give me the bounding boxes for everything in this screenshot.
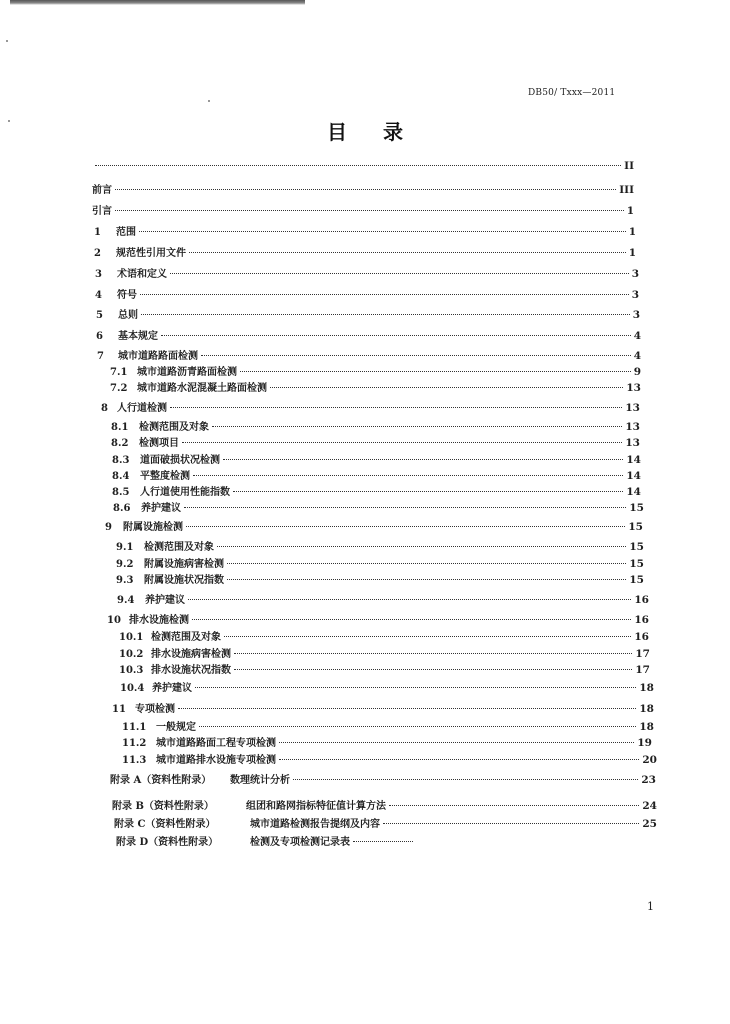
- toc-number: 8.1: [111, 422, 129, 433]
- toc-number: 10.3: [119, 665, 144, 676]
- toc-number: 7.1: [110, 367, 128, 378]
- toc-leader-dots: [234, 653, 632, 654]
- toc-page: II: [624, 160, 634, 172]
- toc-page: 1: [628, 226, 636, 238]
- toc-number: 4: [95, 290, 102, 301]
- toc-leader-dots: [270, 387, 623, 388]
- toc-leader-dots: [188, 599, 631, 600]
- toc-entry[interactable]: [105, 518, 643, 538]
- toc-leader-dots: [227, 579, 626, 580]
- toc-page: 3: [631, 268, 639, 280]
- toc-label: 排水设施病害检测: [151, 649, 231, 660]
- toc-number: 9: [105, 522, 112, 533]
- toc-page: III: [619, 184, 634, 196]
- scan-speck: [208, 100, 210, 102]
- toc-number: 1: [94, 227, 101, 238]
- toc-page: 13: [626, 382, 641, 394]
- toc-page: 15: [629, 574, 644, 586]
- toc-label: 城市道路沥青路面检测: [137, 367, 237, 378]
- toc-page: 18: [639, 721, 654, 733]
- toc-label: 范围: [116, 227, 136, 238]
- toc-leader-dots: [178, 708, 636, 709]
- toc-number: 8.3: [112, 455, 130, 466]
- toc-page: 14: [626, 454, 641, 466]
- scan-edge-artifact: [10, 0, 305, 5]
- toc-number: 9.2: [116, 559, 134, 570]
- toc-leader-dots: [279, 759, 639, 760]
- toc-number: 10: [107, 615, 121, 626]
- toc-number: 附录 D（资料性附录）: [116, 837, 219, 848]
- toc-label: 城市道路路面工程专项检测: [156, 738, 276, 749]
- toc-entry[interactable]: [92, 160, 634, 180]
- toc-leader-dots: [227, 563, 626, 564]
- toc-entry[interactable]: [101, 399, 640, 419]
- toc-leader-dots: [212, 426, 622, 427]
- toc-label: 符号: [117, 290, 137, 301]
- toc-number: 5: [96, 310, 103, 321]
- toc-label: 城市道路水泥混凝土路面检测: [137, 383, 267, 394]
- toc-number: 8.5: [112, 487, 130, 498]
- toc-leader-dots: [383, 823, 639, 824]
- page-title: [0, 116, 730, 145]
- toc-page: 3: [632, 309, 640, 321]
- toc-leader-dots: [95, 165, 621, 166]
- toc-leader-dots: [234, 669, 632, 670]
- toc-entry[interactable]: [116, 833, 416, 853]
- toc-leader-dots: [139, 231, 626, 232]
- toc-number: 9.3: [116, 575, 134, 586]
- toc-leader-dots: [115, 189, 616, 190]
- toc-number: 10.1: [119, 632, 144, 643]
- toc-page: 15: [629, 541, 644, 553]
- toc-leader-dots: [186, 526, 625, 527]
- toc-label: 养护建议: [152, 683, 192, 694]
- toc-entry[interactable]: [96, 306, 640, 326]
- toc-page: 20: [642, 754, 657, 766]
- toc-entry[interactable]: [110, 379, 641, 399]
- toc-entry[interactable]: [120, 679, 654, 699]
- toc-page: 15: [629, 502, 644, 514]
- toc-leader-dots: [182, 442, 622, 443]
- toc-page: 3: [631, 289, 639, 301]
- toc-label: 附属设施状况指数: [144, 575, 224, 586]
- toc-label: 组团和路网指标特征值计算方法: [246, 801, 386, 812]
- toc-label: 专项检测: [135, 704, 175, 715]
- title-char-1: 目: [327, 120, 347, 144]
- toc-number: 10.2: [119, 649, 144, 660]
- toc-page: 13: [625, 437, 640, 449]
- toc-number: 9.1: [116, 542, 134, 553]
- toc-leader-dots: [224, 636, 631, 637]
- toc-leader-dots: [233, 491, 623, 492]
- toc-page: 1: [626, 205, 634, 217]
- toc-leader-dots: [389, 805, 639, 806]
- toc-label: 检测范围及对象: [151, 632, 221, 643]
- toc-page: 17: [635, 664, 650, 676]
- toc-label: 总则: [118, 310, 138, 321]
- toc-leader-dots: [141, 314, 630, 315]
- toc-entry[interactable]: [95, 286, 639, 306]
- toc-leader-dots: [195, 687, 636, 688]
- toc-leader-dots: [279, 742, 634, 743]
- toc-entry[interactable]: [122, 751, 657, 771]
- toc-leader-dots: [240, 371, 631, 372]
- toc-label: 检测及专项检测记录表: [250, 837, 350, 848]
- toc-leader-dots: [161, 335, 631, 336]
- toc-page: 15: [628, 521, 643, 533]
- toc-leader-dots: [293, 779, 638, 780]
- toc-leader-dots: [115, 210, 624, 211]
- toc-number: 7.2: [110, 383, 128, 394]
- toc-number: 11.1: [122, 722, 147, 733]
- toc-entry[interactable]: [110, 771, 656, 791]
- toc-page: 9: [633, 366, 641, 378]
- title-char-2: 录: [383, 120, 403, 144]
- toc-label: 人行道使用性能指数: [140, 487, 230, 498]
- toc-number: 11.3: [122, 755, 147, 766]
- toc-label: 城市道路路面检测: [118, 351, 198, 362]
- toc-number: 10.4: [120, 683, 145, 694]
- toc-leader-dots: [170, 407, 622, 408]
- toc-entry[interactable]: [112, 797, 657, 817]
- toc-page: 1: [628, 247, 636, 259]
- toc-page: 25: [642, 818, 657, 830]
- toc-entry[interactable]: [92, 202, 634, 222]
- page-number: 1: [647, 900, 654, 913]
- toc-entry[interactable]: [117, 591, 649, 611]
- toc-page: 14: [626, 470, 641, 482]
- toc-number: 11: [112, 704, 126, 715]
- toc-number: 附录 C（资料性附录）: [114, 819, 216, 830]
- toc-label: 数理统计分析: [230, 775, 290, 786]
- toc-label: 平整度检测: [140, 471, 190, 482]
- toc-page: 13: [625, 421, 640, 433]
- toc-label: 养护建议: [145, 595, 185, 606]
- toc-number: 6: [96, 331, 103, 342]
- toc-leader-dots: [170, 273, 629, 274]
- toc-page: 4: [633, 350, 641, 362]
- document-code: DB50/ Txxx—2011: [528, 88, 616, 98]
- toc-page: 15: [629, 558, 644, 570]
- toc-label: 人行道检测: [117, 403, 167, 414]
- toc-label: 城市道路检测报告提纲及内容: [250, 819, 380, 830]
- toc-label: 检测范围及对象: [144, 542, 214, 553]
- toc-label: 基本规定: [118, 331, 158, 342]
- toc-entry[interactable]: [112, 700, 654, 720]
- toc-label: 术语和定义: [117, 269, 167, 280]
- toc-entry[interactable]: [119, 661, 650, 681]
- toc-page: 24: [642, 800, 657, 812]
- toc-page: 14: [626, 486, 641, 498]
- toc-label: 附属设施病害检测: [144, 559, 224, 570]
- toc-entry[interactable]: [114, 815, 657, 835]
- toc-leader-dots: [199, 726, 636, 727]
- toc-entry[interactable]: [95, 265, 639, 285]
- toc-number: 9.4: [117, 595, 135, 606]
- toc-page: 16: [634, 594, 649, 606]
- toc-number: 8.4: [112, 471, 130, 482]
- toc-number: 11.2: [122, 738, 147, 749]
- toc-page: 4: [633, 330, 641, 342]
- toc-number: 8.2: [111, 438, 129, 449]
- toc-leader-dots: [189, 252, 626, 253]
- toc-number: 7: [97, 351, 104, 362]
- toc-leader-dots: [193, 475, 623, 476]
- toc-label: 城市道路排水设施专项检测: [156, 755, 276, 766]
- toc-leader-dots: [184, 507, 626, 508]
- toc-label: 附属设施检测: [123, 522, 183, 533]
- toc-leader-dots: [217, 546, 626, 547]
- toc-number: 2: [94, 248, 101, 259]
- toc-label: 养护建议: [141, 503, 181, 514]
- toc-label: 一般规定: [156, 722, 196, 733]
- toc-page: 18: [639, 703, 654, 715]
- toc-leader-dots: [140, 294, 629, 295]
- toc-label: 排水设施检测: [129, 615, 189, 626]
- toc-number: 附录 B（资料性附录）: [112, 801, 214, 812]
- toc-leader-dots: [223, 459, 623, 460]
- toc-page: 16: [634, 614, 649, 626]
- toc-number: 附录 A（资料性附录）: [110, 775, 212, 786]
- toc-page: 13: [625, 402, 640, 414]
- toc-entry[interactable]: [94, 244, 636, 264]
- toc-leader-dots: [201, 355, 631, 356]
- toc-leader-dots: [353, 841, 413, 842]
- toc-label: 引言: [92, 206, 112, 217]
- toc-label: 道面破损状况检测: [140, 455, 220, 466]
- toc-page: 16: [634, 631, 649, 643]
- toc-label: 排水设施状况指数: [151, 665, 231, 676]
- toc-entry[interactable]: [94, 223, 636, 243]
- toc-number: 8.6: [113, 503, 131, 514]
- toc-label: 前言: [92, 185, 112, 196]
- toc-entry[interactable]: [116, 571, 644, 591]
- toc-leader-dots: [192, 619, 631, 620]
- toc-entry[interactable]: [92, 181, 634, 201]
- toc-entry[interactable]: [96, 327, 641, 347]
- toc-number: 3: [95, 269, 102, 280]
- toc-page: 23: [641, 774, 656, 786]
- toc-label: 规范性引用文件: [116, 248, 186, 259]
- toc-label: 检测范围及对象: [139, 422, 209, 433]
- scan-speck: [6, 40, 8, 42]
- toc-page: 19: [637, 737, 652, 749]
- toc-label: 检测项目: [139, 438, 179, 449]
- toc-number: 8: [101, 403, 108, 414]
- toc-page: 18: [639, 682, 654, 694]
- toc-page: 17: [635, 648, 650, 660]
- toc-entry[interactable]: [113, 499, 644, 519]
